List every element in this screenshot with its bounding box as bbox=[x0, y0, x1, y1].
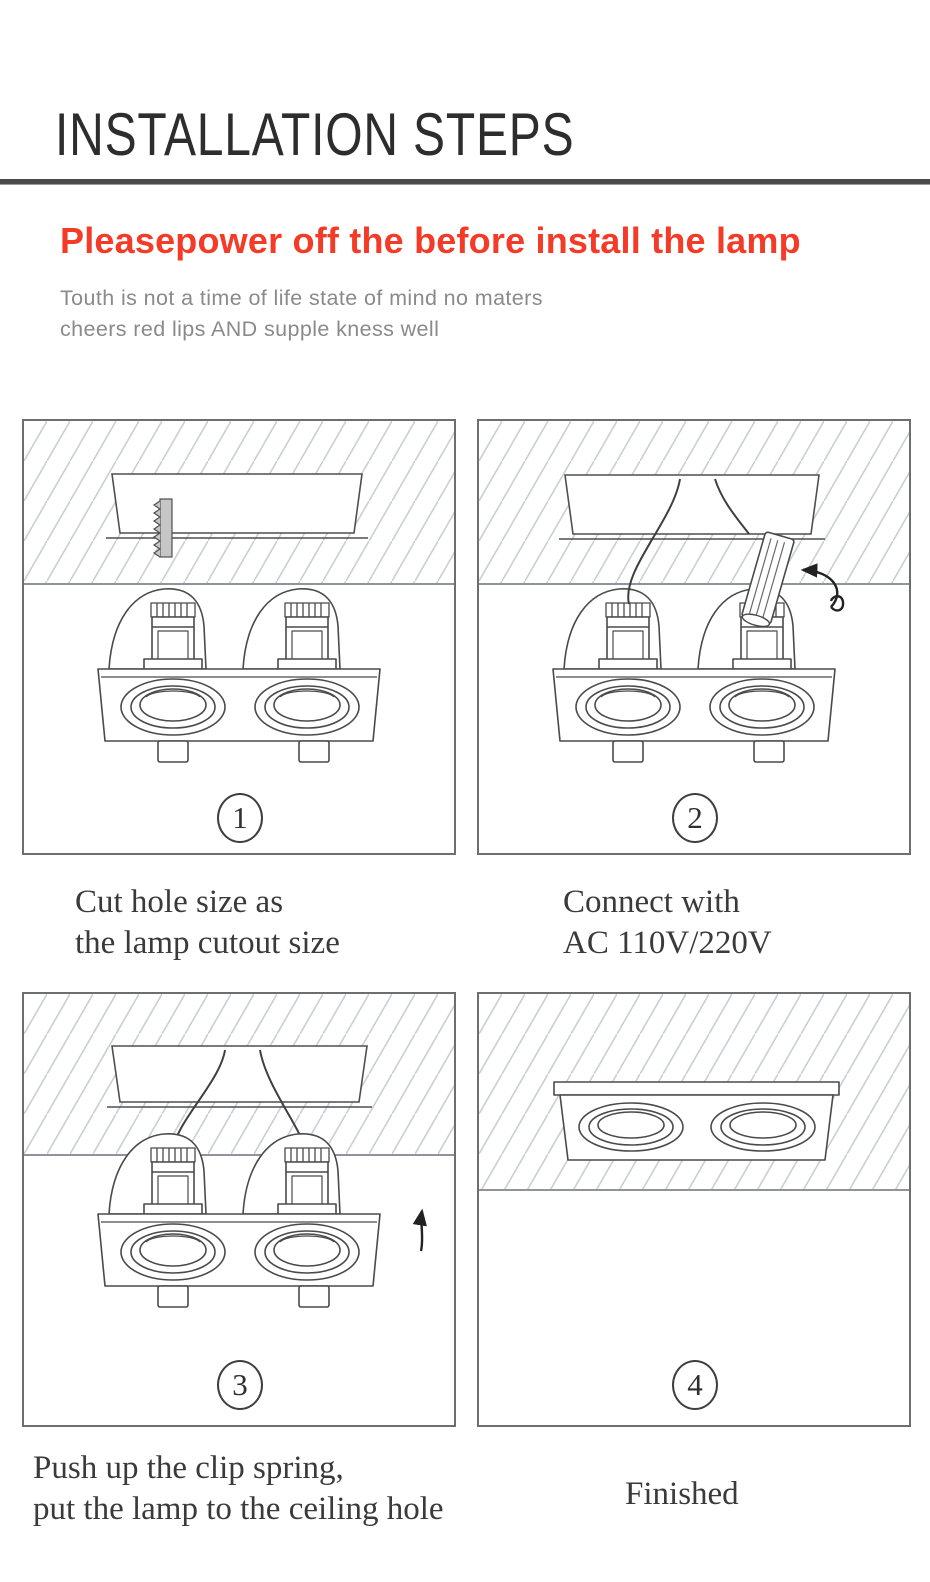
caption-line: put the lamp to the ceiling hole bbox=[33, 1491, 444, 1527]
step-number-badge: 2 bbox=[672, 793, 718, 843]
downlight-fixture bbox=[98, 589, 380, 762]
step-1-diagram bbox=[24, 421, 454, 853]
subtext-paragraph bbox=[60, 283, 543, 345]
step-2-panel bbox=[477, 419, 911, 855]
caption-line: the lamp cutout size bbox=[75, 925, 340, 961]
step-number-badge: 4 bbox=[672, 1360, 718, 1410]
step-4-caption bbox=[625, 1474, 739, 1515]
step-2-caption bbox=[563, 882, 772, 964]
title-divider-line bbox=[0, 179, 930, 185]
arrow-up-icon bbox=[421, 1211, 422, 1251]
caption-line: Finished bbox=[625, 1476, 739, 1512]
step-1-caption bbox=[75, 882, 340, 964]
step-number-badge: 3 bbox=[217, 1360, 263, 1410]
installed-downlight-trim bbox=[554, 1082, 839, 1160]
page-title: INSTALLATION STEPS bbox=[55, 101, 575, 168]
step-2-diagram bbox=[479, 421, 909, 853]
downlight-fixture bbox=[553, 589, 835, 762]
caption-line: Push up the clip spring, bbox=[33, 1450, 344, 1486]
power-off-warning-text: Pleasepower off the before install the lamp bbox=[60, 220, 801, 261]
caption-line: Cut hole size as bbox=[75, 884, 284, 920]
step-1-panel bbox=[22, 419, 456, 855]
downlight-fixture bbox=[98, 1134, 380, 1307]
subtext-line2: cheers red lips AND supple kness well bbox=[60, 317, 440, 341]
ceiling-cutout bbox=[106, 474, 368, 538]
subtext-line1: Touth is not a time of life state of mind no maters bbox=[60, 286, 543, 310]
step-number-badge: 1 bbox=[217, 793, 263, 843]
ceiling-cutout bbox=[107, 1046, 372, 1107]
ceiling-cutout bbox=[559, 475, 825, 539]
step-3-caption bbox=[33, 1448, 444, 1530]
step-4-panel bbox=[477, 992, 911, 1427]
step-3-panel bbox=[22, 992, 456, 1427]
caption-line: Connect with bbox=[563, 884, 740, 920]
caption-line: AC 110V/220V bbox=[563, 925, 772, 961]
